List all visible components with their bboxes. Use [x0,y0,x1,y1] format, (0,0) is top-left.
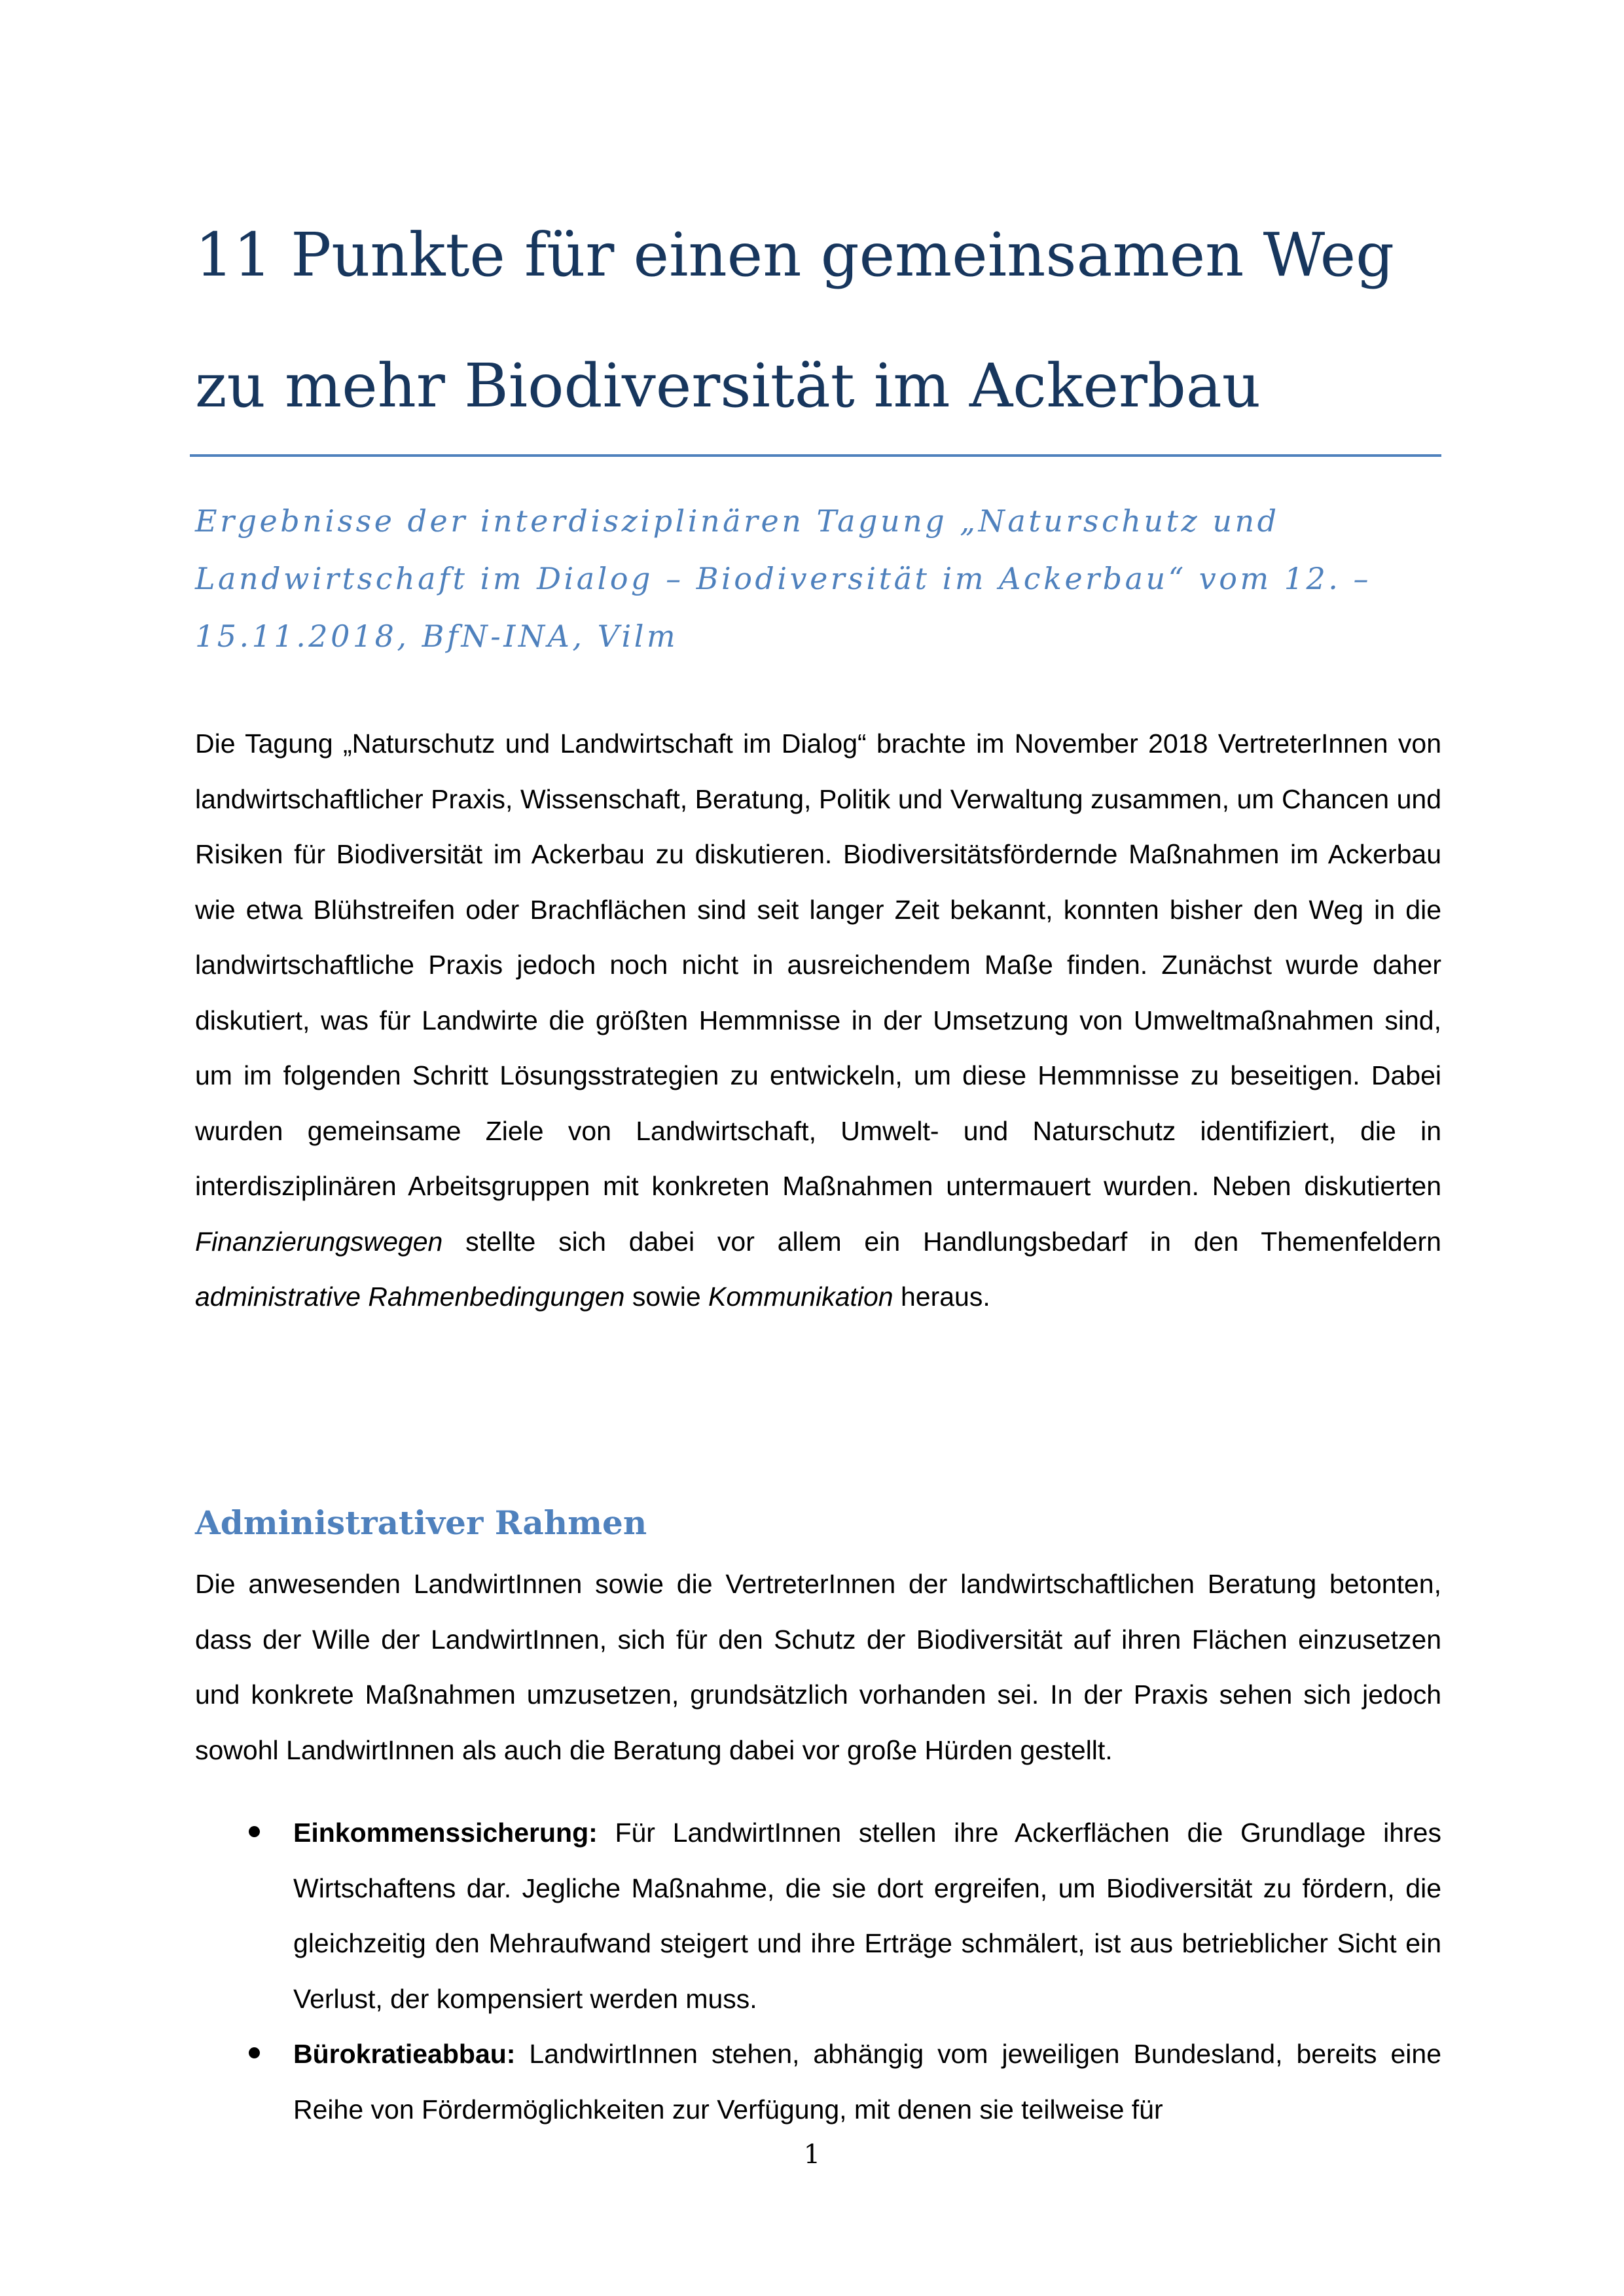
title-divider [190,454,1441,457]
section-paragraph: Die anwesenden LandwirtInnen sowie die VertreterInnen der landwirtschaftlichen Beratung betonten, dass der Wille der LandwirtInnen, sich für den Schutz der Biodiversität auf ihren Flächen einzusetzen und konkrete Maßnahmen umzusetzen, grundsätzlich vorhanden sei. In der Praxis sehen sich jedoch sowohl LandwirtInnen als auch die Beratung dabei vor große Hürden gestellt. [195,1569,1441,1765]
bullet-text: Für LandwirtInnen stellen ihre Ackerflächen die Grundlage ihres Wirtschaftens dar. Jegliche Maßnahme, die sie dort ergreifen, um Biodiversität zu fördern, die gleichzeitig den Mehraufwand steigert und ihre Erträge schmälert, ist aus betrieblicher Sicht ein Verlust, der kompensiert werden muss. [293,1818,1441,2014]
intro-text-3: sowie [624,1282,709,1312]
bullet-label: Einkommenssicherung: [293,1818,598,1848]
page-number: 1 [803,2140,821,2170]
list-item [195,2026,1441,2137]
bullet-text: LandwirtInnen stehen, abhängig vom jeweiligen Bundesland, bereits eine Reihe von Fördermöglichkeiten zur Verfügung, mit denen sie teilweise für [293,2039,1441,2125]
intro-text-4: heraus. [893,1282,990,1312]
intro-emphasis-finanzierungswegen: Finanzierungswegen [195,1226,443,1257]
intro-text-2: stellte sich dabei vor allem ein Handlungsbedarf in den Themenfeldern [442,1226,1441,1257]
title-line-2: zu mehr Biodiversität im Ackerbau [195,351,1261,421]
intro-text-1: Die Tagung „Naturschutz und Landwirtschaft im Dialog“ brachte im November 2018 VertreterInnen von landwirtschaftlicher Praxis, Wissenschaft, Beratung, Politik und Verwaltung zusammen, um Chancen und Risiken für Biodiversität im Ackerbau zu diskutieren. Biodiversitätsfördernde Maßnahmen im Ackerbau wie etwa Blühstreifen oder Brachflächen sind seit langer Zeit bekannt, konnten bisher den Weg in die landwirtschaftliche Praxis jedoch noch nicht in ausreichendem Maße finden. Zunächst wurde daher diskutiert, was für Landwirte die größten Hemmnisse in der Umsetzung von Umweltmaßnahmen sind, um im folgenden Schritt Lösungsstrategien zu entwickeln, um diese Hemmnisse zu beseitigen. Dabei wurden gemeinsame Ziele von Landwirtschaft, Umwelt- und Naturschutz identifiziert, die in interdisziplinären Arbeitsgruppen mit konkreten Maßnahmen untermauert wurden. Neben diskutierten [195,728,1441,1201]
section-heading: Administrativer Rahmen [195,1503,647,1542]
bullet-dot-icon [249,1826,260,1837]
intro-emphasis-rahmenbedingungen: administrative Rahmenbedingungen [195,1282,625,1312]
bullet-dot-icon [249,2047,260,2058]
intro-paragraph [195,716,1441,1325]
document-title [195,190,1452,452]
bullet-list [195,1805,1441,2137]
title-line-1: 11 Punkte für einen gemeinsamen Weg [195,220,1395,290]
document-subtitle: Ergebnisse der interdisziplinären Tagung „Naturschutz und Landwirtschaft im Dialog – Biodiversität im Ackerbau“ vom 12. – 15.11.2018, BfN-INA, Vilm [195,503,1371,654]
intro-emphasis-kommunikation: Kommunikation [708,1282,893,1312]
bullet-label: Bürokratieabbau: [293,2039,516,2069]
list-item [195,1805,1441,2026]
